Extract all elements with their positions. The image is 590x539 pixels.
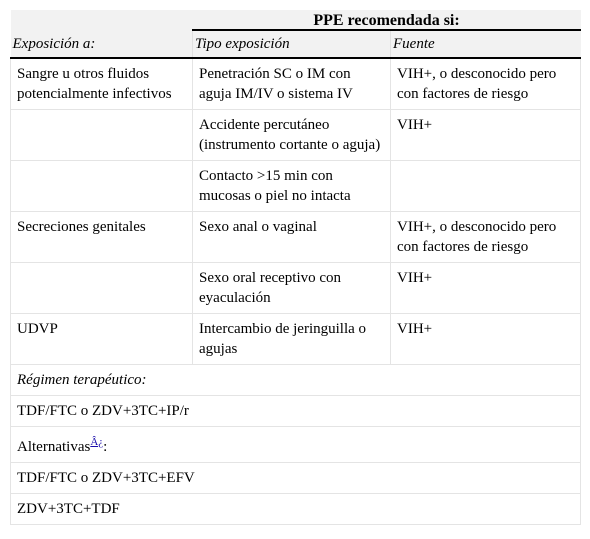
type-cell: Sexo oral receptivo con eyaculación — [193, 263, 391, 314]
alternatives-row — [11, 427, 581, 463]
regimen-line-3: ZDV+3TC+TDF — [11, 494, 581, 525]
alternatives-label: Alternativas — [17, 439, 91, 455]
table-row — [11, 212, 581, 263]
table-row — [11, 110, 581, 161]
source-cell: VIH+ — [391, 263, 581, 314]
regimen-row — [11, 463, 581, 494]
header-group-row — [11, 10, 581, 30]
source-cell — [391, 161, 581, 212]
regimen-line-2: TDF/FTC o ZDV+3TC+EFV — [11, 463, 581, 494]
ppe-table — [10, 10, 581, 525]
alternatives-suffix: : — [103, 439, 108, 455]
exposure-cell: Secreciones genitales — [11, 212, 193, 263]
footnote-link[interactable]: Â¿ — [90, 436, 104, 448]
regimen-line-1: TDF/FTC o ZDV+3TC+IP/r — [11, 396, 581, 427]
exposure-cell — [11, 110, 193, 161]
regimen-title: Régimen terapéutico: — [11, 365, 581, 396]
table-row — [11, 263, 581, 314]
exposure-cell — [11, 263, 193, 314]
table-row — [11, 314, 581, 365]
header-source: Fuente — [391, 30, 581, 58]
header-exposure: Exposición a: — [11, 30, 193, 58]
regimen-title-row — [11, 365, 581, 396]
header-type: Tipo exposición — [193, 30, 391, 58]
exposure-cell: Sangre u otros fluidos potencialmente infectivos — [11, 58, 193, 110]
table-row — [11, 58, 581, 110]
regimen-row — [11, 396, 581, 427]
type-cell: Intercambio de jeringuilla o agujas — [193, 314, 391, 365]
header-group-label: PPE recomendada si: — [193, 10, 581, 30]
source-cell: VIH+, o desconocido pero con factores de riesgo — [391, 212, 581, 263]
source-cell: VIH+ — [391, 314, 581, 365]
exposure-cell — [11, 161, 193, 212]
table-row — [11, 161, 581, 212]
header-spacer — [11, 10, 193, 30]
type-cell: Accidente percutáneo (instrumento cortante o aguja) — [193, 110, 391, 161]
type-cell: Penetración SC o IM con aguja IM/IV o sistema IV — [193, 58, 391, 110]
alternatives-cell — [11, 427, 581, 463]
type-cell: Sexo anal o vaginal — [193, 212, 391, 263]
header-row — [11, 30, 581, 58]
source-cell: VIH+ — [391, 110, 581, 161]
exposure-cell: UDVP — [11, 314, 193, 365]
regimen-row — [11, 494, 581, 525]
source-cell: VIH+, o desconocido pero con factores de riesgo — [391, 58, 581, 110]
type-cell: Contacto >15 min con mucosas o piel no intacta — [193, 161, 391, 212]
